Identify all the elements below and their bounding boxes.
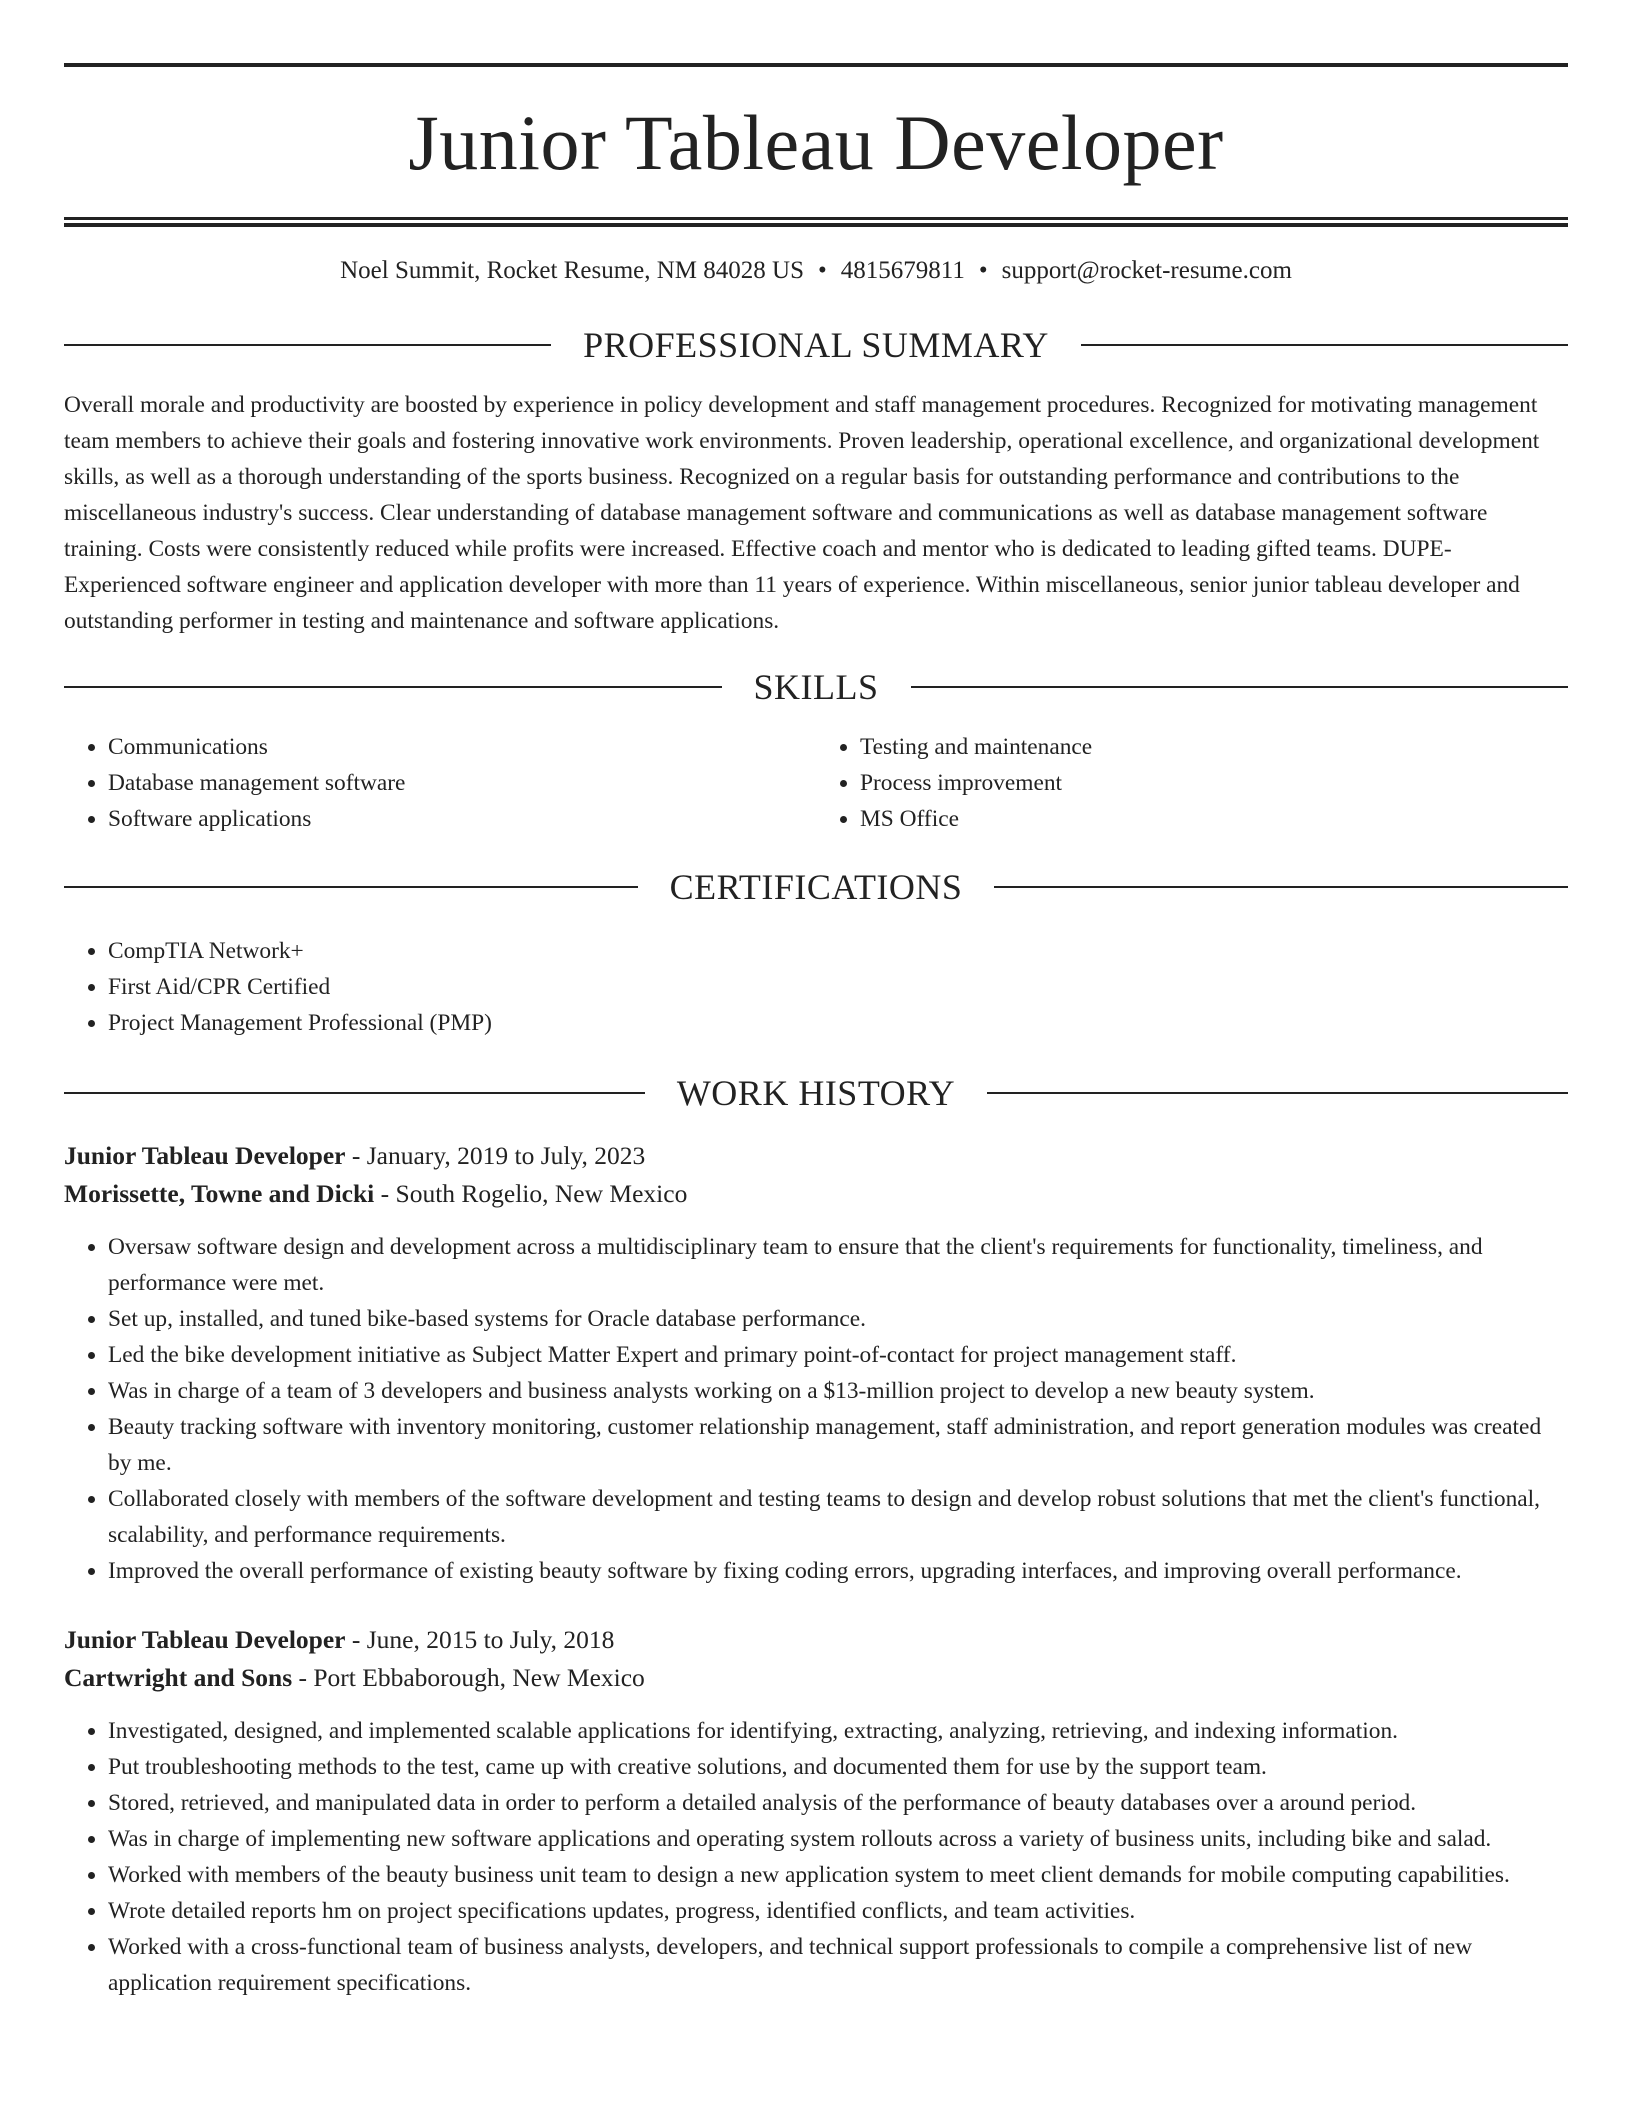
work-history-heading <box>64 1073 1568 1113</box>
job-bullet: • Beauty tracking software with inventory monitoring, customer relationship management, staff administration, and report generation modules was created by me. <box>108 1409 1568 1481</box>
skills-heading-text: SKILLS <box>753 667 879 707</box>
certification-item: • Project Management Professional (PMP) <box>108 1005 1568 1041</box>
job-bullet: • Worked with a cross-functional team of business analysts, developers, and technical support professionals to compile a comprehensive list of new application requirement specifications. <box>108 1929 1568 2001</box>
skills-column-left <box>64 729 816 837</box>
job-bullet: • Collaborated closely with members of the software development and testing teams to design and develop robust solutions that met the client's functional, scalability, and performance requirements. <box>108 1481 1568 1553</box>
summary-heading-text: PROFESSIONAL SUMMARY <box>583 325 1049 365</box>
work-history-heading-text: WORK HISTORY <box>676 1073 956 1113</box>
resume-page <box>64 0 1568 2001</box>
job-company: Morissette, Towne and Dicki <box>64 1179 375 1208</box>
job-bullet-list <box>64 1713 1568 2001</box>
heading-rule-right <box>911 686 1569 688</box>
job-title: Junior Tableau Developer <box>64 1141 346 1170</box>
job-bullet: • Improved the overall performance of existing beauty software by fixing coding errors, upgrading interfaces, and improving overall performance. <box>108 1553 1568 1589</box>
job-title-line <box>64 1137 1568 1175</box>
job-bullet: • Stored, retrieved, and manipulated data in order to perform a detailed analysis of the performance of beauty databases over a around period. <box>108 1785 1568 1821</box>
skills-heading <box>64 667 1568 707</box>
job-bullet: • Worked with members of the beauty business unit team to design a new application system to meet client demands for mobile computing capabilities. <box>108 1857 1568 1893</box>
contact-email: support@rocket-resume.com <box>1001 257 1292 284</box>
job-location: - Port Ebbaborough, New Mexico <box>292 1663 645 1692</box>
certifications-list <box>64 933 1568 1041</box>
job-bullet-list <box>64 1229 1568 1589</box>
job-title: Junior Tableau Developer <box>64 1625 346 1654</box>
skill-item: • MS Office <box>860 801 1568 837</box>
job-company-line <box>64 1659 1568 1697</box>
job-title-line <box>64 1621 1568 1659</box>
heading-rule-right <box>1081 344 1568 346</box>
certifications-heading <box>64 867 1568 907</box>
certification-item: • First Aid/CPR Certified <box>108 969 1568 1005</box>
contact-separator: • <box>817 257 827 284</box>
job-bullet: • Led the bike development initiative as Subject Matter Expert and primary point-of-contact for project management staff. <box>108 1337 1568 1373</box>
job-bullet: • Oversaw software design and development across a multidisciplinary team to ensure that the client's requirements for functionality, timeliness, and performance were met. <box>108 1229 1568 1301</box>
job-dates: - January, 2019 to July, 2023 <box>345 1141 646 1170</box>
heading-rule-left <box>64 686 722 688</box>
job-bullet: • Put troubleshooting methods to the test, came up with creative solutions, and documented them for use by the support team. <box>108 1749 1568 1785</box>
heading-rule-left <box>64 344 551 346</box>
summary-heading <box>64 325 1568 365</box>
skill-item: • Testing and maintenance <box>860 729 1568 765</box>
skill-item: • Database management software <box>108 765 816 801</box>
job-bullet: • Wrote detailed reports hm on project specifications updates, progress, identified conflicts, and team activities. <box>108 1893 1568 1929</box>
summary-text: Overall morale and productivity are boosted by experience in policy development and staff management procedures. Recognized for motivating management team members to achieve their goals and fostering innovative work environments. Proven leadership, operational excellence, and organizational development skills, as well as a thorough understanding of the sports business. Recognized on a regular basis for outstanding performance and contributions to the miscellaneous industry's success. Clear understanding of database management software and communications as well as database management software training. Costs were consistently reduced while profits were increased. Effective coach and mentor who is dedicated to leading gifted teams. DUPE- Experienced software engineer and application developer with more than 11 years of experience. Within miscellaneous, senior junior tableau developer and outstanding performer in testing and maintenance and software applications. <box>64 392 1540 634</box>
contact-line <box>64 255 1568 287</box>
job-entry <box>64 1621 1568 2001</box>
skills-column-right <box>816 729 1568 837</box>
job-dates: - June, 2015 to July, 2018 <box>345 1625 615 1654</box>
heading-rule-left <box>64 886 638 888</box>
job-bullet: • Set up, installed, and tuned bike-based systems for Oracle database performance. <box>108 1301 1568 1337</box>
job-bullet: • Investigated, designed, and implemented scalable applications for identifying, extracting, analyzing, retrieving, and indexing information. <box>108 1713 1568 1749</box>
job-company-line <box>64 1175 1568 1213</box>
job-company: Cartwright and Sons <box>64 1663 293 1692</box>
contact-separator: • <box>978 257 988 284</box>
heading-rule-right <box>987 1092 1568 1094</box>
certifications-heading-text: CERTIFICATIONS <box>669 867 963 907</box>
skill-item: • Software applications <box>108 801 816 837</box>
certification-item: • CompTIA Network+ <box>108 933 1568 969</box>
job-location: - South Rogelio, New Mexico <box>374 1179 688 1208</box>
job-bullet: • Was in charge of implementing new software applications and operating system rollouts across a variety of business units, including bike and salad. <box>108 1821 1568 1857</box>
resume-title: Junior Tableau Developer <box>408 99 1224 186</box>
title-double-rule <box>64 217 1568 227</box>
heading-rule-right <box>994 886 1568 888</box>
top-rule <box>64 63 1568 67</box>
contact-phone: 4815679811 <box>840 257 965 284</box>
heading-rule-left <box>64 1092 645 1094</box>
contact-address: Noel Summit, Rocket Resume, NM 84028 US <box>340 257 804 284</box>
job-bullet: • Was in charge of a team of 3 developers and business analysts working on a $13-million project to develop a new beauty system. <box>108 1373 1568 1409</box>
job-entry <box>64 1137 1568 1589</box>
skills-list <box>64 729 1568 837</box>
skill-item: • Communications <box>108 729 816 765</box>
skill-item: • Process improvement <box>860 765 1568 801</box>
